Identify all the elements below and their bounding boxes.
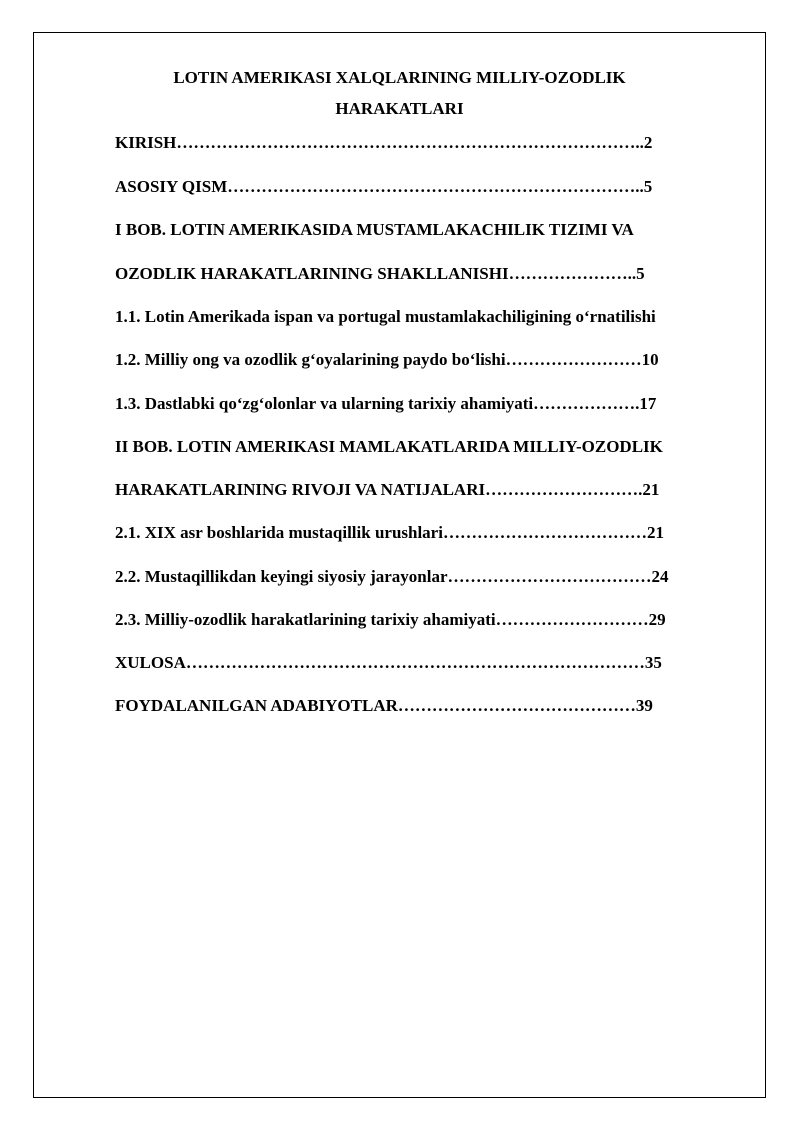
toc-entry-chapter-2-line-2: HARAKATLARINING RIVOJI VA NATIJALARI……………………….21 xyxy=(115,480,660,499)
toc-entry-section-1-1: 1.1. Lotin Amerikada ispan va portugal mustamlakachiligining oʻrnatilishi xyxy=(115,307,656,326)
toc-entry-section-2-1: 2.1. XIX asr boshlarida mustaqillik urushlari………………………………21 xyxy=(115,523,664,542)
document-title xyxy=(33,62,766,124)
title-line-2: HARAKATLARI xyxy=(335,99,464,118)
toc-entry-xulosa: XULOSA………………………………………………………………………35 xyxy=(115,653,662,672)
toc-entry-section-2-2: 2.2. Mustaqillikdan keyingi siyosiy jarayonlar………………………………24 xyxy=(115,567,669,586)
title-line-1: LOTIN AMERIKASI XALQLARINING MILLIY-OZODLIK xyxy=(173,68,626,87)
toc-entry-chapter-1-line-2: OZODLIK HARAKATLARINING SHAKLLANISHI…………………..5 xyxy=(115,264,645,283)
toc-entry-adabiyotlar: FOYDALANILGAN ADABIYOTLAR……………………………………39 xyxy=(115,696,653,715)
toc-entry-section-2-3: 2.3. Milliy-ozodlik harakatlarining tarixiy ahamiyati………………………29 xyxy=(115,610,666,629)
toc-entry-section-1-2: 1.2. Milliy ong va ozodlik gʻoyalarining paydo boʻlishi……………………10 xyxy=(115,350,659,369)
toc-entry-chapter-2-line-1: II BOB. LOTIN AMERIKASI MAMLAKATLARIDA MILLIY-OZODLIK xyxy=(115,437,663,456)
toc-entry-asosiy-qism: ASOSIY QISM………………………………………………………………..5 xyxy=(115,177,653,196)
toc-entry-section-1-3: 1.3. Dastlabki qoʻzgʻolonlar va ularning tarixiy ahamiyati……………….17 xyxy=(115,394,657,413)
toc-entry-kirish: KIRISH………………………………………………………………………..2 xyxy=(115,133,653,152)
toc-entry-chapter-1-line-1: I BOB. LOTIN AMERIKASIDA MUSTAMLAKACHILIK TIZIMI VA xyxy=(115,220,634,239)
